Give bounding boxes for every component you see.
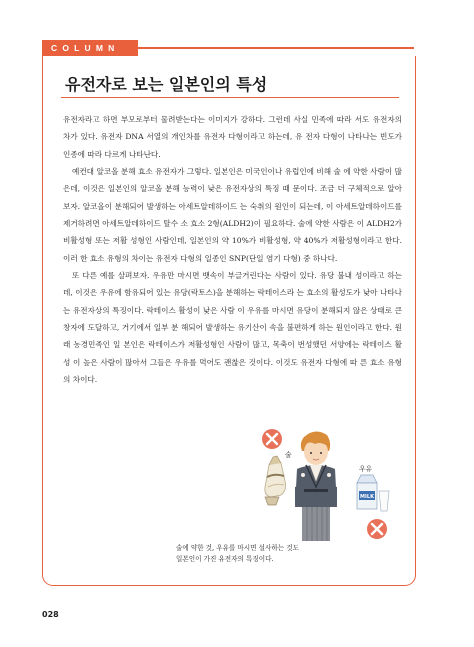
paragraph-1 bbox=[63, 111, 402, 163]
line: 해되어 발생하는 유기산이 속을 불편하게 하는 원인이라고 한다. 원래 농경민족인 일 bbox=[63, 323, 402, 350]
line: 소 효소 2형(ALDH2)이 필요하다. 술에 약한 사람은 이 ALDH2가 비활성형 또는 저활 bbox=[63, 219, 402, 246]
paragraph-3 bbox=[63, 267, 402, 388]
line: 이 우유를 마시면 유당이 분해되지 않은 상태로 큰창자에 도달하고, 거기에서 일부 분 bbox=[63, 305, 402, 333]
line: 문이다. 조금 더 구체적으로 알아보자. 알코올이 분해되어 발생하는 아세트알데하이드 bbox=[63, 184, 402, 211]
paragraph-2 bbox=[63, 163, 402, 267]
line: 른 효소 유형의 차이다. bbox=[63, 357, 402, 385]
line: 성이라고 하는데, 이것은 우유에 함유되어 있는 유당(락토스)을 분해하는 락테이스라 bbox=[63, 271, 403, 298]
line: 예컨대 알코올 분해 효소 유전자가 그렇다. 일본인은 미국인이나 유럽인에 비해 술 bbox=[72, 167, 341, 177]
milk-label: 우유 bbox=[359, 465, 373, 473]
milk-carton-text: MILK bbox=[360, 494, 374, 500]
line: 이 높은 사람이 많아서 그들은 우유를 먹어도 괜찮은 것이다. 이것도 유전자 다형에 따 bbox=[73, 357, 358, 367]
sake-bottle-icon bbox=[265, 456, 286, 497]
line: 는 효소의 활성도가 낮아 나타나는 유전자상의 특징이다. 락테이스 활성이 낮은 사람 bbox=[63, 288, 402, 315]
column-header-rule bbox=[138, 47, 414, 49]
no-sake-icon bbox=[262, 429, 282, 449]
article-title: 유전자로 보는 일본인의 특성 bbox=[65, 75, 268, 94]
line: 에 약한 사람이 많은데, 이것은 일본인의 알코올 분해 능력이 낮은 유전자상의 특징 때 bbox=[63, 167, 403, 194]
line: 전자 다형이 나타나는 빈도가 인종에 따라 다르게 나타난다. bbox=[63, 132, 402, 159]
page-number: 028 bbox=[42, 610, 59, 619]
line: 서도 유전자의 차가 있다. 유전자 DNA 서열의 개인차를 유전자 다형이라고 하는데, 유 bbox=[63, 115, 402, 142]
line: 또 다른 예를 살펴보자. 우유만 마시면 뱃속이 부글거린다는 사람이 있다. 유당 불내 bbox=[72, 271, 352, 281]
line: 성형인 사람인데, 일본인의 약 10%가 비활성형, 약 40%가 저활성형이라고 한다. 이러 bbox=[63, 236, 402, 263]
sake-cup-icon bbox=[265, 497, 279, 505]
line: 는 숙취의 원인이 되는데, 이 아세트알데하이드를 제거하려면 아세트알데하이드 탈수 bbox=[63, 201, 402, 229]
column-tab: COLUMN bbox=[42, 40, 138, 56]
man-in-kimono bbox=[295, 431, 337, 541]
line: 한 효소 유형의 차이는 유전자 다형의 일종인 SNP(단일 염기 다형) 중 하나다. bbox=[80, 253, 338, 263]
line: 본인은 락테이스가 저활성형인 사람이 많고, 목축이 번성했던 서양에는 락테이스 활성 bbox=[63, 340, 402, 367]
illustration-caption bbox=[176, 543, 326, 564]
milk-glass-icon bbox=[379, 491, 389, 511]
illustration-man-sake-milk bbox=[255, 425, 395, 545]
milk-carton-icon bbox=[357, 475, 377, 509]
caption-line: 일본인이 가진 유전자의 특징이다. bbox=[176, 554, 274, 563]
sake-label: 술 bbox=[285, 451, 292, 459]
article-body bbox=[63, 111, 402, 389]
no-milk-icon bbox=[367, 519, 387, 539]
title-underline bbox=[61, 97, 399, 98]
caption-line: 술에 약한 것, 우유를 마시면 설사하는 것도 bbox=[176, 544, 299, 552]
line: 유전자라고 하면 부모로부터 물려받는다는 이미지가 강하다. 그런데 사실 민족에 따라 bbox=[63, 115, 352, 124]
